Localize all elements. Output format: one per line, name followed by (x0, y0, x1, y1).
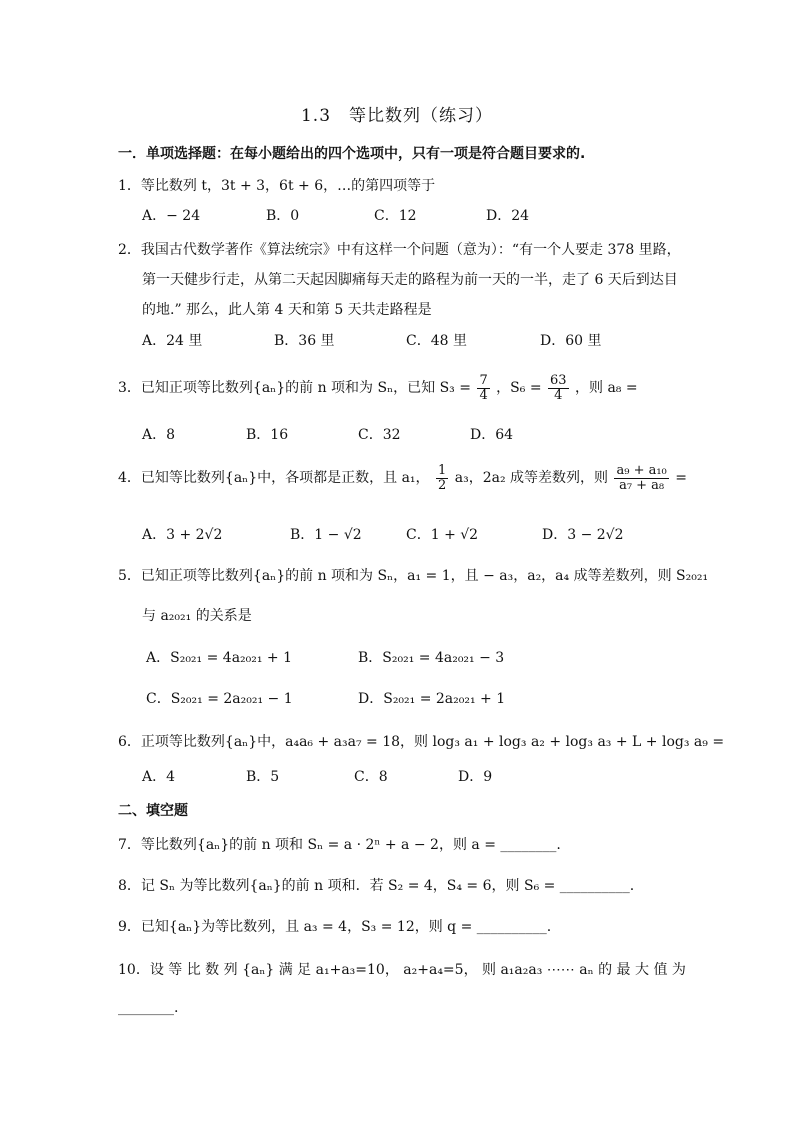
question-9: 9．已知{aₙ}为等比数列，且 a₃ = 4，S₃ = 12，则 q = __________. (118, 919, 552, 935)
question-3 (118, 372, 638, 404)
q3-frac1-denominator: 4 (479, 387, 488, 403)
question-2-line-2: 第一天健步行走，从第二天起因脚痛每天走的路程为前一天的一半，走了 6 天后到达目 (142, 272, 678, 288)
q3-frac2-denominator: 4 (554, 387, 563, 403)
q1-option-c: C．12 (374, 208, 417, 224)
q3-text-suffix: ，则 a₈ = (575, 380, 638, 396)
q1-option-d: D．24 (486, 208, 530, 224)
q4-option-c: C．1 + √2 (406, 527, 479, 543)
q3-option-c: C．32 (358, 427, 401, 443)
q5-option-a: A．S₂₀₂₁ = 4a₂₀₂₁ + 1 (146, 650, 293, 666)
question-10-line-2: ________. (118, 1000, 179, 1016)
q2-option-a: A．24 里 (142, 333, 203, 349)
q4-option-d: D．3 − 2√2 (542, 527, 624, 543)
q2-option-d: D．60 里 (540, 333, 602, 349)
q3-option-b: B．16 (246, 427, 289, 443)
question-4 (118, 462, 687, 494)
q4-frac2-numerator: a₉ + a₁₀ (616, 462, 667, 478)
q4-text-suffix: = (675, 470, 687, 486)
q2-option-b: B．36 里 (274, 333, 335, 349)
section-heading-fill-in: 二、填空题 (118, 803, 188, 819)
q3-text-mid: ，S₆ = (496, 380, 542, 396)
question-7: 7．等比数列{aₙ}的前 n 项和 Sₙ = a · 2ⁿ + a − 2，则 a = ________. (118, 837, 561, 853)
q4-fraction-half (436, 464, 448, 493)
q3-fraction-s3 (477, 374, 489, 403)
q4-frac2-denominator: a₇ + a₈ (619, 477, 665, 493)
q3-frac2-numerator: 63 (550, 372, 567, 388)
q5-option-c: C．S₂₀₂₁ = 2a₂₀₂₁ − 1 (146, 691, 293, 707)
q3-option-a: A．8 (142, 427, 176, 443)
question-6: 6．正项等比数列{aₙ}中，a₄a₆ + a₃a₇ = 18，则 log₃ a₁ + log₃ a₂ + log₃ a₃ + L + log₃ a₉ = (118, 734, 725, 750)
q4-text-prefix: 4．已知等比数列{aₙ}中，各项都是正数，且 a₁， (118, 470, 430, 486)
q4-text-mid: a₃，2a₂ 成等差数列，则 (454, 470, 609, 486)
q6-option-b: B．5 (246, 769, 280, 785)
section-heading-multiple-choice: 一．单项选择题：在每小题给出的四个选项中，只有一项是符合题目要求的. (118, 146, 586, 162)
q6-option-d: D．9 (458, 769, 493, 785)
question-2-line-1: 2．我国古代数学著作《算法统宗》中有这样一个问题（意为）：“有一个人要走 378 里路， (118, 242, 681, 258)
question-1: 1．等比数列 t，3t + 3，6t + 6，…的第四项等于 (118, 178, 436, 194)
q4-option-b: B．1 − √2 (290, 527, 362, 543)
question-5-line-2: 与 a₂₀₂₁ 的关系是 (142, 608, 252, 624)
q1-option-b: B．0 (266, 208, 300, 224)
q5-option-d: D．S₂₀₂₁ = 2a₂₀₂₁ + 1 (358, 691, 506, 707)
q6-option-c: C．8 (354, 769, 388, 785)
q3-text-prefix: 3．已知正项等比数列{aₙ}的前 n 项和为 Sₙ，已知 S₃ = (118, 380, 471, 396)
q4-frac1-numerator: 1 (438, 462, 447, 478)
q6-option-a: A．4 (142, 769, 176, 785)
q2-option-c: C．48 里 (406, 333, 467, 349)
question-2-line-3: 的地.” 那么，此人第 4 天和第 5 天共走路程是 (142, 302, 432, 318)
question-5-line-1: 5．已知正项等比数列{aₙ}的前 n 项和为 Sₙ，a₁ = 1，且 − a₃，a₂，a₄ 成等差数列，则 S₂₀₂₁ (118, 568, 709, 584)
q4-fraction-ratio (614, 464, 668, 493)
question-10-line-1: 10．设 等 比 数 列 {aₙ} 满 足 a₁+a₃=10， a₂+a₄=5， 则 a₁a₂a₃ ⋯⋯ aₙ 的 最 大 值 为 (118, 962, 686, 978)
question-8: 8．记 Sₙ 为等比数列{aₙ}的前 n 项和．若 S₂ = 4，S₄ = 6，则 S₆ = __________. (118, 878, 635, 894)
q3-option-d: D．64 (470, 427, 514, 443)
q5-option-b: B．S₂₀₂₁ = 4a₂₀₂₁ − 3 (358, 650, 505, 666)
q3-fraction-s6 (548, 374, 569, 403)
q1-option-a: A．− 24 (142, 208, 201, 224)
page-title: 1.3 等比数列（练习） (300, 106, 494, 126)
q4-option-a: A．3 + 2√2 (142, 527, 223, 543)
q3-frac1-numerator: 7 (479, 372, 488, 388)
q4-frac1-denominator: 2 (438, 477, 447, 493)
